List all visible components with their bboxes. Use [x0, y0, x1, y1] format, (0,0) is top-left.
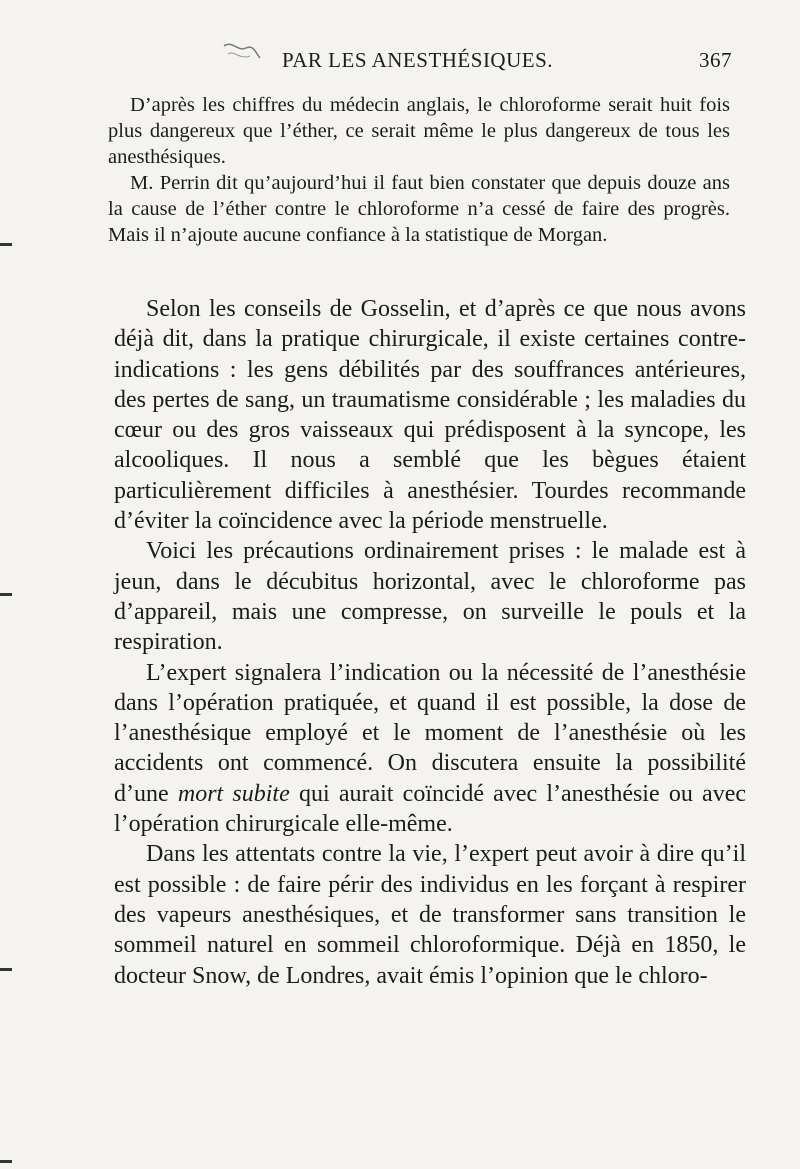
margin-mark [0, 593, 12, 596]
main-paragraph-1: Selon les conseils de Gosselin, et d’après ce que nous avons déjà dit, dans la pratique chirurgicale, il existe certaines contre-indications : les gens débilités par des souffrances antérieures, des pertes de sang, un traumatisme considérable ; les maladies du cœur ou des gros vaisseaux qui prédisposent à la syncope, les alcooliques. Il nous a semblé que les bègues étaient particulièrement difficiles à anesthésier. Tourdes recommande d’éviter la coïncidence avec la période menstruelle. [114, 296, 746, 535]
italic-phrase: mort subite [177, 780, 290, 807]
small-paragraph-1: D’après les chiffres du médecin anglais, le chloroforme serait huit fois plus dangereux que l’éther, ce serait même le plus dangereux de tous les anesthésiques. [108, 94, 730, 168]
main-paragraph-4: Dans les attentats contre la vie, l’expert peut avoir à dire qu’il est possible : de faire périr des individus en les forçant à respirer des vapeurs anesthésiques, et de transformer sans transition le sommeil naturel en sommeil chloroformique. Déjà en 1850, le docteur Snow, de Londres, avait émis l’opinion que le chloro- [114, 841, 746, 989]
running-header [282, 48, 732, 82]
margin-mark [0, 1160, 12, 1163]
header-ornament [222, 40, 262, 66]
main-paragraph-2: Voici les précautions ordinairement prises : le malade est à jeun, dans le décubitus horizontal, avec le chloroforme pas d’appareil, mais une compresse, on surveille le pouls et la respiration. [114, 538, 746, 656]
small-paragraph-2: M. Perrin dit qu’aujourd’hui il faut bien constater que depuis douze ans la cause de l’éther contre le chloroforme n’a cessé de faire des progrès. Mais il n’ajoute aucune confiance à la statistique de Morgan. [108, 172, 730, 246]
main-text-block [114, 294, 746, 991]
main-paragraph-3 [114, 658, 746, 840]
main-paragraph-3-text: L’expert signalera l’indication ou la nécessité de l’anesthésie dans l’opération pratiquée, et quand il est possible, la dose de l’anesthésique employé et le moment de l’anesthésie où les accidents ont commencé. On discutera ensuite la possibilité d’une [114, 659, 746, 807]
ornament-flourish [222, 40, 262, 66]
margin-mark [0, 968, 12, 971]
page-number: 367 [699, 48, 732, 72]
margin-mark [0, 243, 12, 246]
header-title: PAR LES ANESTHÉSIQUES. [282, 48, 554, 72]
small-print-block [108, 92, 730, 248]
main-paragraph-3-tail: qui aurait coïncidé avec l’anesthésie ou avec l’opération chirurgicale elle-même. [114, 780, 747, 838]
